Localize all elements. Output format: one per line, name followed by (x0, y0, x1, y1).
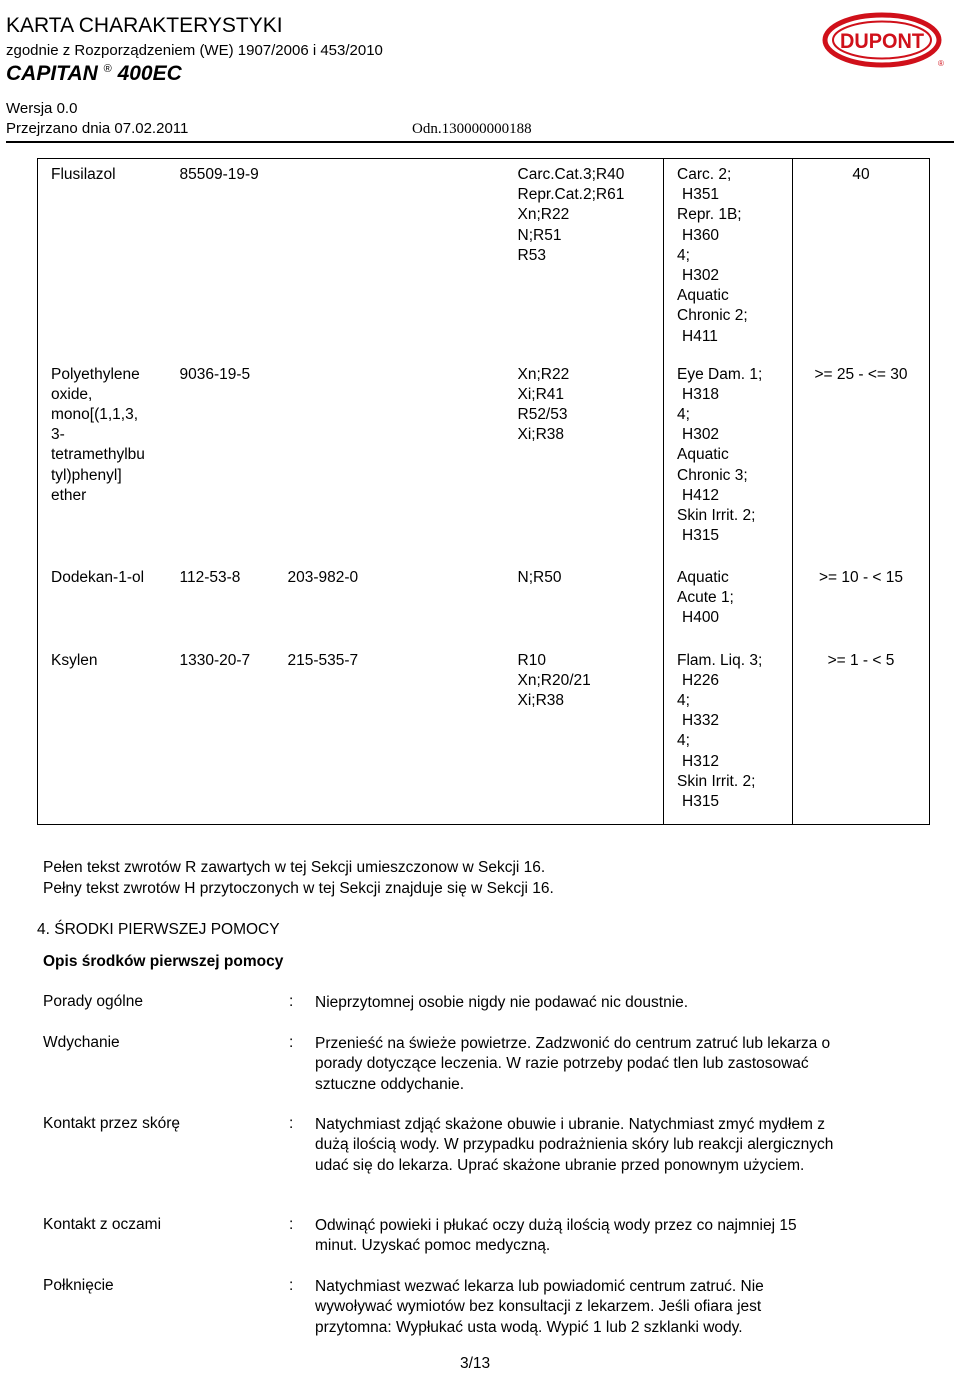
r-phrases-line: R10 (517, 651, 546, 669)
components-table (37, 158, 930, 825)
h-classification-line: 4; (677, 732, 690, 750)
h-classification (664, 159, 793, 359)
h-classification-line: H400 (682, 608, 720, 626)
component-name-line: Ksylen (51, 651, 98, 669)
first-aid-text: Nieprzytomnej osobie nigdy nie podawać nic doustnie. (315, 994, 689, 1011)
h-classification-line: H226 (682, 671, 720, 689)
h-classification-line: H318 (682, 385, 720, 403)
h-classification-line: Skin Irrit. 2; (677, 772, 756, 790)
concentration: >= 25 - <= 30 (814, 365, 908, 383)
h-classification-line: H412 (682, 486, 720, 504)
ec-number: 215-535-7 (287, 651, 359, 669)
cas-number: 112-53-8 (179, 568, 241, 586)
first-aid-label: Wdychanie (43, 1034, 120, 1051)
h-classification-line: Aquatic (677, 446, 729, 464)
h-classification-line: H302 (682, 426, 720, 444)
component-name-line: oxide, (51, 385, 93, 403)
h-classification-line: Carc. 2; (677, 166, 732, 183)
first-aid-text: Przenieść na świeże powietrze. Zadzwonić do centrum zatruć lub lekarza o porady dotyczące leczenia. W razie potrzeby podać tlen lub zastosować sztuczne oddychanie. (315, 1035, 831, 1093)
product-name-text: CAPITAN (6, 62, 98, 85)
component-name (38, 562, 172, 645)
page-number: 3/13 (460, 1355, 491, 1372)
cas-number: 1330-20-7 (179, 651, 251, 669)
first-aid-text: Odwinąć powieki i płukać oczy dużą ilością wody przez co najmniej 15 minut. Uzyskać pomoc medyczną. (315, 1217, 797, 1255)
component-row (38, 359, 930, 562)
component-name-line: Dodekan-1-ol (51, 568, 145, 586)
r-phrases-line: Xn;R22 (517, 206, 570, 224)
h-classification (664, 645, 793, 825)
h-classification (664, 562, 793, 645)
first-aid-colon: : (289, 1034, 294, 1051)
ec-number (280, 159, 514, 359)
concentration: >= 10 - < 15 (818, 568, 904, 586)
component-name-line: ether (51, 486, 87, 504)
h-classification-line: Chronic 3; (677, 466, 748, 484)
component-name (38, 159, 172, 359)
r-phrases-line: N;R50 (517, 568, 562, 586)
h-classification-line: Acute 1; (677, 588, 734, 606)
concentration: 40 (852, 166, 870, 183)
h-classification-line: H351 (682, 186, 720, 204)
component-name (38, 645, 172, 825)
registered-mark: ® (103, 63, 112, 75)
r-phrases (514, 562, 664, 645)
r-phrases (514, 359, 664, 562)
h-classification-line: 4; (677, 405, 690, 423)
logo-text: DUPONT (840, 30, 925, 53)
component-name-line: Polyethylene (51, 365, 140, 383)
h-classification-line: H332 (682, 712, 720, 730)
h-classification-line: H302 (682, 267, 720, 285)
dupont-logo (822, 12, 946, 68)
regulation-line: zgodnie z Rozporządzeniem (WE) 1907/2006 i 453/2010 (6, 42, 383, 59)
component-row (38, 159, 930, 359)
first-aid-label: Porady ogólne (43, 993, 143, 1010)
first-aid-text: Natychmiast zdjąć skażone obuwie i ubranie. Natychmiast zmyć mydłem z dużą ilością wody. W przypadku podrażnienia skóry lub reakcji alergicznych udać się do lekarza. Uprać skażone ubranie przed ponownym użyciem. (315, 1116, 834, 1174)
component-name-line: tyl)phenyl] (51, 466, 122, 484)
h-classification-line: Repr. 1B; (677, 206, 742, 224)
document-title: KARTA CHARAKTERYSTYKI (6, 14, 283, 37)
first-aid-label: Kontakt z oczami (43, 1216, 162, 1233)
h-classification-line: H315 (682, 792, 720, 810)
first-aid-colon: : (289, 993, 294, 1010)
r-phrases-line: Xn;R22 (517, 365, 570, 383)
h-classification-line: Chronic 2; (677, 307, 748, 325)
component-row (38, 562, 930, 645)
first-aid-label: Połknięcie (43, 1277, 114, 1294)
h-classification-line: 4; (677, 246, 690, 264)
r-phrases (514, 645, 664, 825)
h-classification-line: Aquatic (677, 287, 729, 305)
cas-number: 9036-19-5 (179, 365, 251, 383)
r-phrases-line: R52/53 (517, 405, 568, 423)
h-classification-line: H360 (682, 226, 720, 244)
component-name-line: tetramethylbu (51, 446, 145, 464)
r-phrases-line: Xi;R41 (517, 385, 565, 403)
logo-registered-mark: ® (938, 59, 944, 68)
h-classification-line: Flam. Liq. 3; (677, 651, 763, 669)
h-phrases-note: Pełny tekst zwrotów H przytoczonych w tej Sekcji znajduje się w Sekcji 16. (43, 880, 554, 897)
first-aid-colon: : (289, 1277, 294, 1294)
h-classification-line: Aquatic (677, 568, 729, 586)
r-phrases-line: Carc.Cat.3;R40 (517, 166, 625, 183)
r-phrases-note: Pełen tekst zwrotów R zawartych w tej Sekcji umieszczonow w Sekcji 16. (43, 859, 546, 876)
first-aid-label: Kontakt przez skórę (43, 1115, 180, 1132)
section-4-heading: 4. ŚRODKI PIERWSZEJ POMOCY (37, 921, 280, 938)
h-classification-line: Skin Irrit. 2; (677, 506, 756, 524)
concentration: >= 1 - < 5 (827, 651, 895, 669)
h-classification (664, 359, 793, 562)
component-name (38, 359, 172, 562)
version-line: Wersja 0.0 (6, 100, 78, 117)
component-row (38, 645, 930, 825)
r-phrases-line: Xi;R38 (517, 691, 565, 709)
r-phrases-line: R53 (517, 246, 546, 264)
r-phrases-line: N;R51 (517, 226, 562, 244)
r-phrases-line: Xi;R38 (517, 426, 565, 444)
r-phrases-line: Xn;R20/21 (517, 671, 591, 689)
h-classification-line: H411 (682, 327, 718, 345)
product-suffix: 400EC (117, 62, 182, 85)
review-date: Przejrzano dnia 07.02.2011 (6, 120, 189, 137)
ec-number (280, 359, 514, 562)
component-name-line: 3- (51, 426, 65, 444)
ec-number: 203-982-0 (287, 568, 359, 586)
cas-number: 85509-19-9 (179, 166, 259, 183)
r-phrases (514, 159, 664, 359)
h-classification-line: H312 (682, 752, 720, 770)
first-aid-subheading: Opis środków pierwszej pomocy (43, 953, 284, 970)
h-classification-line: H315 (682, 527, 720, 545)
first-aid-colon: : (289, 1115, 294, 1132)
product-name (6, 62, 182, 86)
r-phrases-line: Repr.Cat.2;R61 (517, 186, 625, 204)
component-name-line: mono[(1,1,3, (51, 405, 139, 423)
h-classification-line: Eye Dam. 1; (677, 365, 763, 383)
component-name-line: Flusilazol (51, 166, 116, 183)
reference-number: Odn.130000000188 (412, 121, 532, 137)
first-aid-text: Natychmiast wezwać lekarza lub powiadomić centrum zatruć. Nie wywoływać wymiotów bez konsultacji z lekarzem. Jeśli ofiara jest przytomna: Wypłukać usta wodą. Wypić 1 lub 2 szklanki wody. (315, 1278, 764, 1336)
first-aid-colon: : (289, 1216, 294, 1233)
header-divider (6, 141, 954, 143)
h-classification-line: 4; (677, 691, 690, 709)
